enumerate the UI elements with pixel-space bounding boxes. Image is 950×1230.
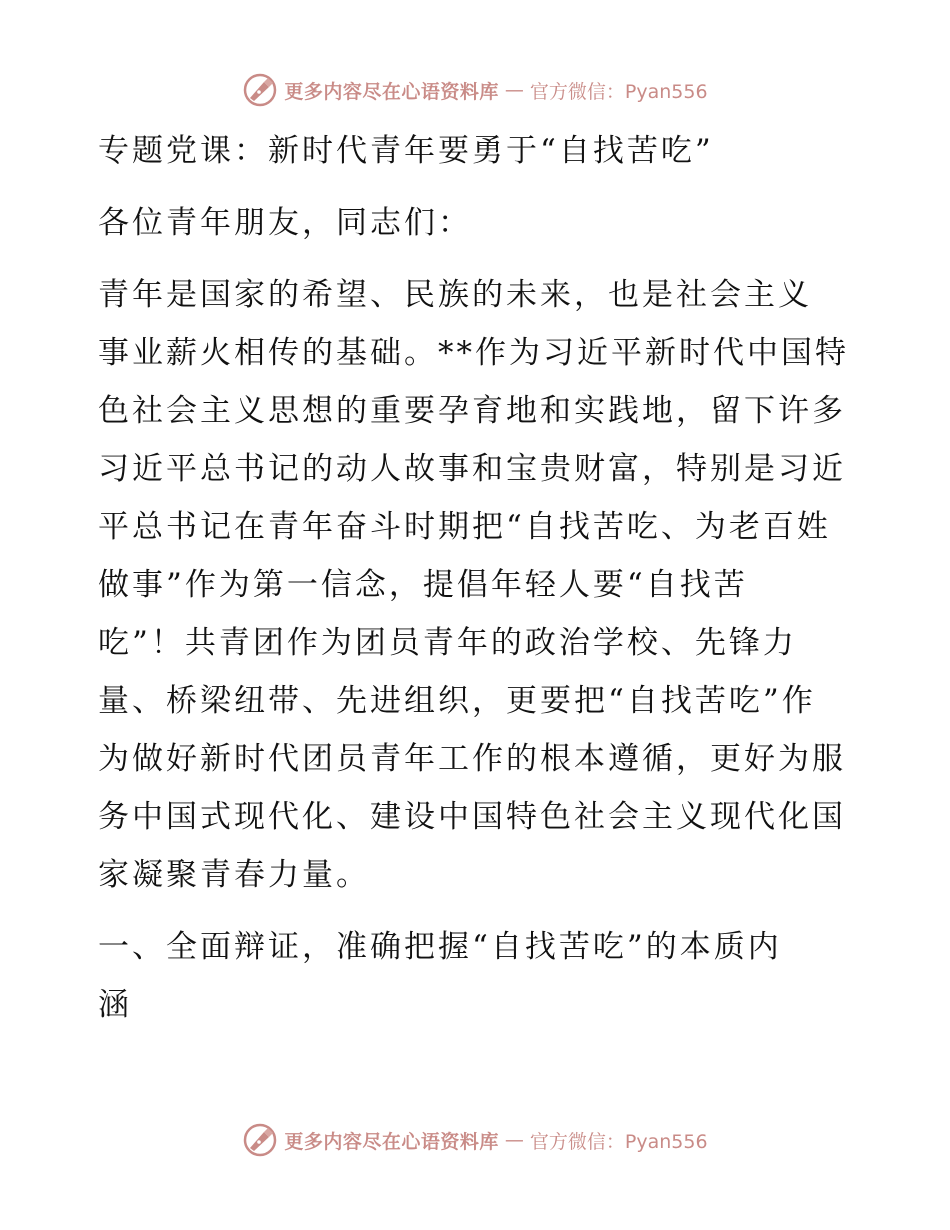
paragraph-line: 为做好新时代团员青年工作的根本遵循，更好为服 [98,741,846,777]
section-1-heading [98,918,850,1034]
watermark-text: 更多内容尽在心语资料库 [284,80,499,103]
paragraph-line: 家凝聚青春力量。 [98,857,370,893]
heading-line: 涵 [98,987,132,1023]
paragraph-1 [98,266,850,904]
paragraph-line: 量、桥梁纽带、先进组织，更要把“自找苦吃”作 [98,683,816,719]
paragraph-line: 色社会主义思想的重要孕育地和实践地，留下许多 [98,393,846,429]
document-title: 专题党课：新时代青年要勇于“自找苦吃” [98,133,714,169]
pen-nib-logo-icon [242,1122,278,1158]
paragraph-line: 做事”作为第一信念，提倡年轻人要“自找苦 [98,567,748,603]
greeting: 各位青年朋友，同志们： [98,205,472,241]
paragraph-line: 吃”！共青团作为团员青年的政治学校、先锋力 [98,625,797,661]
watermark-separator: — [504,1129,524,1151]
paragraph-line: 青年是国家的希望、民族的未来，也是社会主义 [98,277,812,313]
paragraph-line: 平总书记在青年奋斗时期把“自找苦吃、为老百姓 [98,509,831,545]
header-watermark [0,70,950,110]
footer-watermark [0,1120,950,1160]
pen-nib-logo-icon [242,72,278,108]
watermark-separator: — [504,79,524,101]
paragraph-line: 习近平总书记的动人故事和宝贵财富，特别是习近 [98,451,846,487]
paragraph-line: 务中国式现代化、建设中国特色社会主义现代化国 [98,799,846,835]
watermark-contact: 官方微信：Pyan556 [529,80,708,103]
paragraph-line: 事业薪火相传的基础。**作为习近平新时代中国特 [98,335,849,371]
heading-line: 一、全面辩证，准确把握“自找苦吃”的本质内 [98,929,782,965]
watermark-contact: 官方微信：Pyan556 [529,1130,708,1153]
watermark-text: 更多内容尽在心语资料库 [284,1130,499,1153]
document-body [98,122,850,1034]
